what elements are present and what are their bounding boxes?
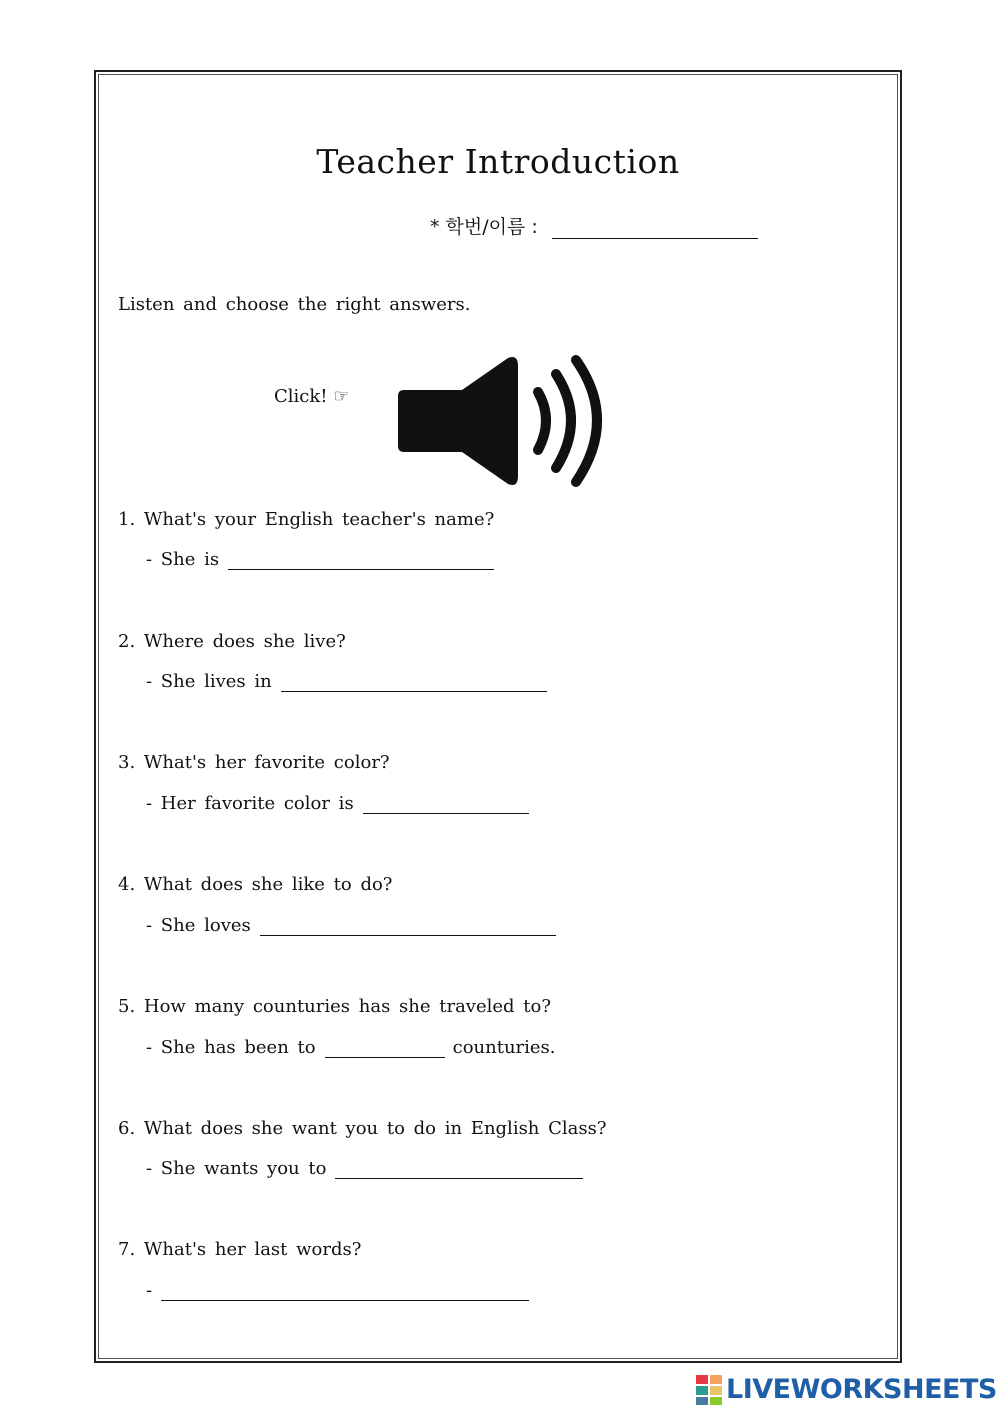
answer-7-blank[interactable]	[161, 1280, 529, 1301]
question-6: 6. What does she want you to do in English Class?	[118, 1118, 607, 1139]
answer-2	[146, 671, 555, 692]
answer-2-prefix: - She lives in	[146, 671, 272, 692]
page-title: Teacher Introduction	[316, 142, 680, 181]
answer-5	[146, 1037, 556, 1058]
liveworksheets-logo-icon	[696, 1375, 722, 1405]
question-3: 3. What's her favorite color?	[118, 752, 390, 773]
answer-4-blank[interactable]	[260, 915, 556, 936]
answer-1	[146, 549, 502, 570]
answer-3-blank[interactable]	[363, 793, 529, 814]
answer-4-prefix: - She loves	[146, 915, 251, 936]
answer-3	[146, 793, 537, 814]
answer-1-prefix: - She is	[146, 549, 220, 570]
question-7: 7. What's her last words?	[118, 1239, 362, 1260]
student-id-input[interactable]	[552, 216, 758, 239]
answer-5-suffix: counturies.	[452, 1037, 556, 1058]
play-audio-button[interactable]	[396, 354, 620, 488]
answer-3-prefix: - Her favorite color is	[146, 793, 354, 814]
student-id-label: * 학번/이름 :	[430, 216, 538, 238]
liveworksheets-brand: LIVEWORKSHEETS	[726, 1374, 997, 1405]
answer-4	[146, 915, 564, 936]
speaker-icon	[396, 354, 620, 488]
answer-7	[146, 1280, 537, 1301]
question-5: 5. How many counturies has she traveled to?	[118, 996, 551, 1017]
question-4: 4. What does she like to do?	[118, 874, 393, 895]
answer-6-blank[interactable]	[335, 1158, 583, 1179]
answer-6-prefix: - She wants you to	[146, 1158, 327, 1179]
answer-7-prefix: -	[146, 1280, 153, 1301]
answer-6	[146, 1158, 591, 1179]
liveworksheets-logo	[696, 1374, 997, 1405]
answer-5-blank[interactable]	[325, 1037, 445, 1058]
answer-1-blank[interactable]	[228, 549, 494, 570]
instructions: Listen and choose the right answers.	[118, 294, 471, 315]
answer-2-blank[interactable]	[281, 671, 547, 692]
click-label: Click! ☞	[274, 386, 350, 407]
question-1: 1. What's your English teacher's name?	[118, 509, 495, 530]
student-id-name-field	[430, 212, 758, 239]
answer-5-prefix: - She has been to	[146, 1037, 316, 1058]
question-2: 2. Where does she live?	[118, 631, 346, 652]
